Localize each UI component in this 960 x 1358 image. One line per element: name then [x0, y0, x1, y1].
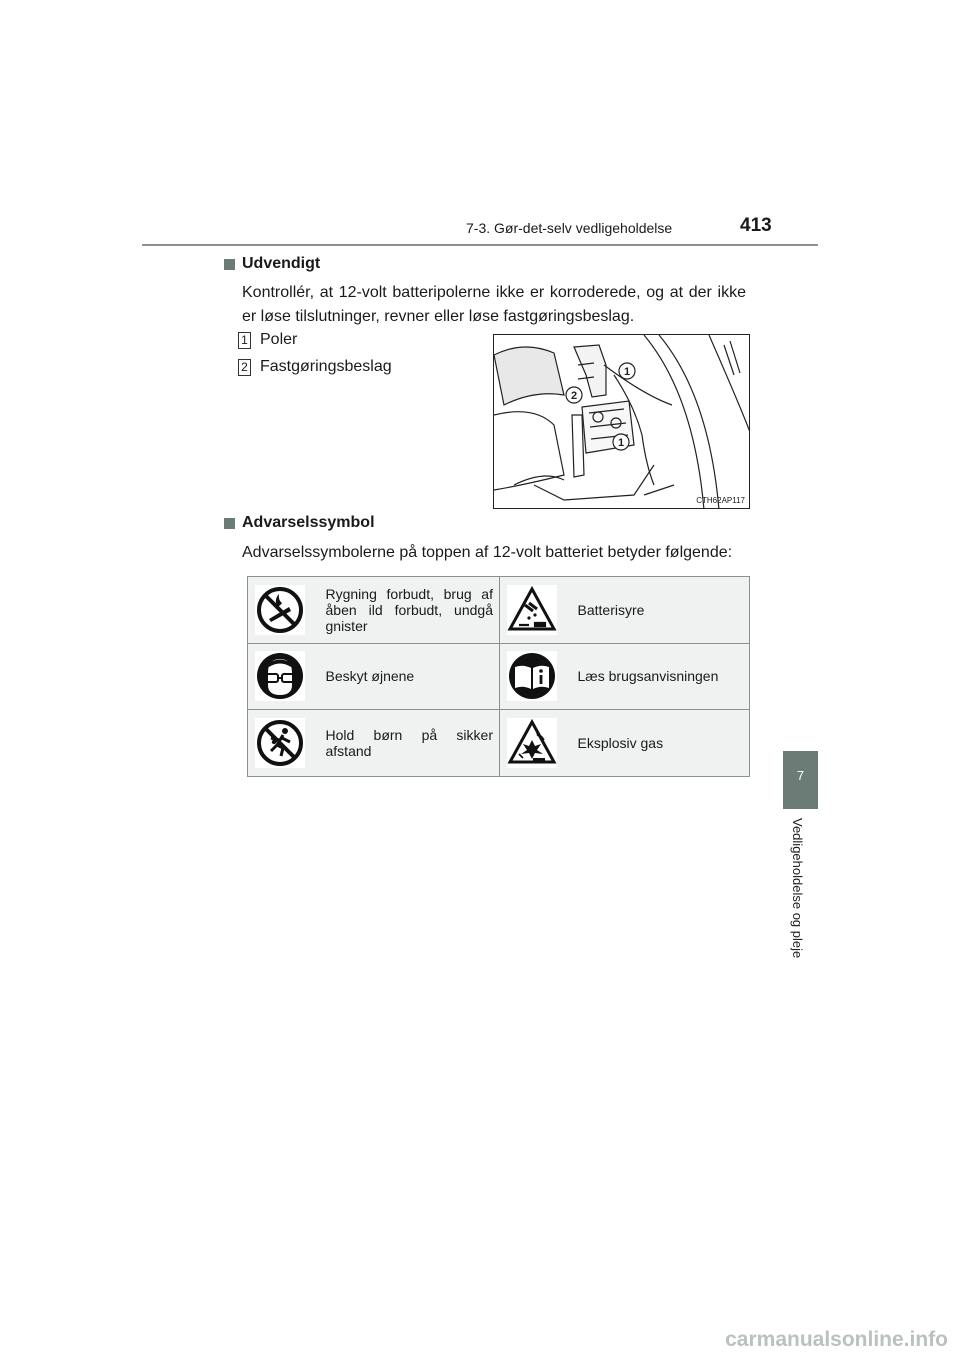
page-number: 413	[740, 215, 772, 236]
battery-acid-icon	[507, 585, 557, 635]
table-cell	[248, 577, 312, 644]
table-cell	[248, 710, 312, 777]
explosive-gas-icon	[507, 718, 557, 768]
legend-number: 2	[238, 359, 251, 376]
figure-code: CTH62AP117	[696, 496, 745, 505]
read-manual-icon	[507, 651, 557, 701]
table-cell: Eksplosiv gas	[564, 710, 750, 777]
table-row	[248, 710, 750, 777]
legend-item	[238, 331, 297, 349]
table-row	[248, 643, 750, 710]
table-cell: Hold børn på sikker afstand	[312, 710, 500, 777]
chapter-number: 7	[796, 768, 805, 783]
warning-heading	[224, 514, 375, 532]
legend-number: 1	[238, 332, 251, 349]
callout-label: 1	[617, 437, 625, 449]
table-cell	[248, 643, 312, 710]
keep-children-away-icon	[255, 718, 305, 768]
table-row	[248, 577, 750, 644]
chapter-label: Vedligeholdelse og pleje	[790, 818, 805, 959]
table-cell: Batterisyre	[564, 577, 750, 644]
exterior-paragraph: Kontrollér, at 12-volt batteripolerne ikke er korroderede, og at der ikke er løse tilslutninger, revner eller løse fastgøringsbeslag.	[242, 284, 746, 325]
table-cell	[500, 643, 564, 710]
header-divider	[142, 244, 818, 246]
warning-paragraph: Advarselssymbolerne på toppen af 12-volt batteriet betyder følgende:	[242, 544, 733, 561]
battery-illustration	[493, 334, 750, 509]
section-title: 7-3. Gør-det-selv vedligeholdelse	[466, 220, 673, 236]
table-cell	[500, 577, 564, 644]
warning-heading-text: Advarselssymbol	[242, 514, 375, 531]
table-cell: Rygning forbudt, brug af åben ild forbudt, undgå gnister	[312, 577, 500, 644]
table-cell: Beskyt øjnene	[312, 643, 500, 710]
watermark: carmanualsonline.info	[725, 1328, 948, 1351]
bullet-square-icon	[224, 259, 235, 270]
legend-label: Fastgøringsbeslag	[260, 358, 392, 375]
callout-label: 2	[570, 390, 578, 402]
warning-symbols-table	[247, 576, 750, 777]
exterior-heading	[224, 255, 320, 273]
eye-protection-icon	[255, 651, 305, 701]
table-cell	[500, 710, 564, 777]
no-smoking-no-flame-icon	[255, 585, 305, 635]
callout-label: 1	[623, 366, 631, 378]
bullet-square-icon	[224, 518, 235, 529]
exterior-heading-text: Udvendigt	[242, 255, 321, 272]
battery-drawing	[494, 335, 750, 509]
legend-item	[238, 358, 392, 376]
legend-label: Poler	[260, 331, 298, 348]
table-cell: Læs brugsanvisningen	[564, 643, 750, 710]
